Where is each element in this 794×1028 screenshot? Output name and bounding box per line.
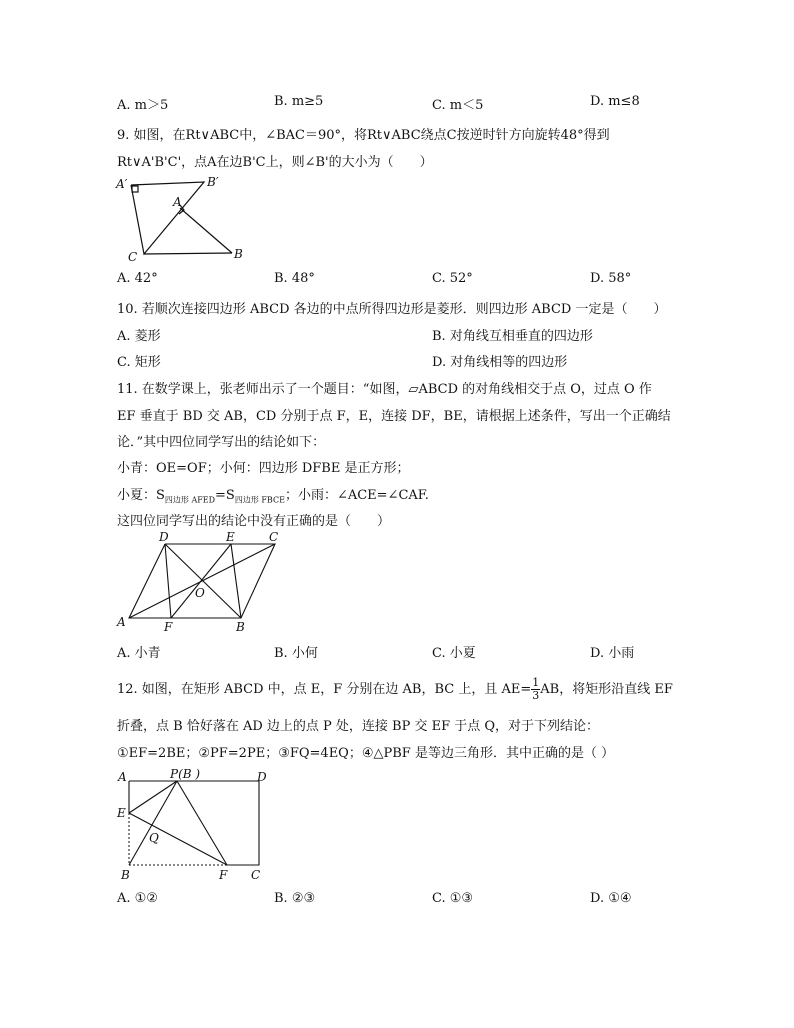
- q11-label-b: B: [236, 620, 245, 634]
- q12-label-c: C: [251, 868, 261, 882]
- q11-label-f: F: [164, 620, 173, 634]
- q12-label-d: D: [257, 770, 267, 784]
- q12-stem-line1: [117, 677, 673, 702]
- q9-label-b: B: [234, 247, 243, 261]
- q12-stem-line2: 折叠，点 B 恰好落在 AD 边上的点 P 处，连接 BP 交 EF 于点 Q，对于下列结论：: [117, 719, 600, 734]
- q11-stem-line1: 11. 在数学课上，张老师出示了一个题目：“如图，▱ABCD 的对角线相交于点 O，过点 O 作: [117, 382, 652, 397]
- q12-label-q: Q: [149, 831, 159, 845]
- q12-stem-part1: 12. 如图，在矩形 ABCD 中，点 E，F 分别在边 AB，BC 上，且 AE=: [117, 682, 532, 697]
- q11-xiaxia-label: 小夏：S: [117, 488, 165, 503]
- q11-label-c: C: [269, 530, 279, 544]
- q10-option-b: B. 对角线互相垂直的四边形: [432, 329, 593, 344]
- q12-option-d: D. ①④: [590, 891, 632, 906]
- q8-option-b: B. m≥5: [274, 94, 324, 109]
- q10-option-a: A. 菱形: [117, 329, 161, 344]
- q9-stem-line2: Rt∨A'B'C'，点A在边B'C上，则∠B'的大小为（ ）: [117, 155, 433, 170]
- q11-stem-line3: 论．”其中四位同学写出的结论如下：: [117, 435, 326, 450]
- q12-label-f: F: [219, 868, 228, 882]
- q12-fraction: [531, 677, 540, 702]
- q11-option-d: D. 小雨: [590, 646, 635, 661]
- q12-label-e: E: [117, 806, 126, 820]
- q11-option-a: A. 小青: [117, 646, 161, 661]
- q12-label-p: P(B ): [170, 767, 201, 781]
- q11-label-o: O: [195, 586, 205, 600]
- q11-figure: [115, 532, 290, 637]
- q12-option-b: B. ②③: [274, 891, 316, 906]
- q9-option-c: C. 52°: [432, 271, 473, 286]
- q10-stem: 10. 若顺次连接四边形 ABCD 各边的中点所得四边形是菱形．则四边形 ABCD 一定是（ ）: [117, 302, 667, 317]
- q12-fraction-denominator: 3: [532, 689, 540, 702]
- q11-subscript-afed: 四边形 AFED: [164, 495, 216, 505]
- q11-label-d: D: [159, 530, 169, 544]
- q11-option-b: B. 小何: [274, 646, 318, 661]
- q9-option-a: A. 42°: [117, 271, 158, 286]
- q8-option-d: D. m≤8: [590, 94, 640, 109]
- q12-fraction-numerator: 1: [532, 676, 540, 689]
- q10-option-c: C. 矩形: [117, 355, 161, 370]
- q9-label-a1: A′: [116, 177, 128, 191]
- q9-option-d: D. 58°: [590, 271, 632, 286]
- q8-option-c: C. m＜5: [432, 98, 484, 113]
- q11-equals: =S: [215, 488, 235, 503]
- q11-option-c: C. 小夏: [432, 646, 476, 661]
- q9-label-b1: B′: [207, 175, 219, 189]
- q9-stem-line1: 9. 如图，在Rt∨ABC中，∠BAC＝90°，将Rt∨ABC绕点C按逆时针方向旋转48°得到: [117, 128, 610, 143]
- q11-xiaoyu: ；小雨：∠ACE=∠CAF.: [284, 488, 429, 503]
- q12-stem-part2: AB，将矩形沿直线 EF: [540, 682, 673, 697]
- q11-statement-line1: 小青：OE=OF；小何：四边形 DFBE 是正方形；: [117, 461, 410, 476]
- q11-stem-line2: EF 垂直于 BD 交 AB，CD 分别于点 F，E，连接 DF，BE，请根据上述条件，写出一个正确结: [117, 409, 671, 424]
- q12-figure: [115, 767, 275, 885]
- q10-option-d: D. 对角线相等的四边形: [432, 355, 568, 370]
- q11-subscript-fbce: 四边形 FBCE: [234, 495, 285, 505]
- q12-option-c: C. ①③: [432, 891, 474, 906]
- q9-option-b: B. 48°: [274, 271, 315, 286]
- q8-option-a: A. m＞5: [117, 98, 169, 113]
- q9-figure: [112, 172, 252, 264]
- q11-question: 这四位同学写出的结论中没有正确的是（ ）: [117, 514, 391, 529]
- q11-label-e: E: [226, 530, 235, 544]
- q11-label-a: A: [117, 615, 126, 629]
- q12-label-b: B: [121, 868, 130, 882]
- q12-label-a: A: [118, 770, 127, 784]
- q12-option-a: A. ①②: [117, 891, 158, 906]
- q9-label-c: C: [128, 250, 138, 264]
- q9-label-a: A: [173, 195, 182, 209]
- q11-statement-line2: [117, 484, 429, 506]
- q12-stem-line3: ①EF=2BE；②PF=2PE；③FQ=4EQ；④△PBF 是等边三角形．其中正确的是（ ）: [117, 746, 615, 761]
